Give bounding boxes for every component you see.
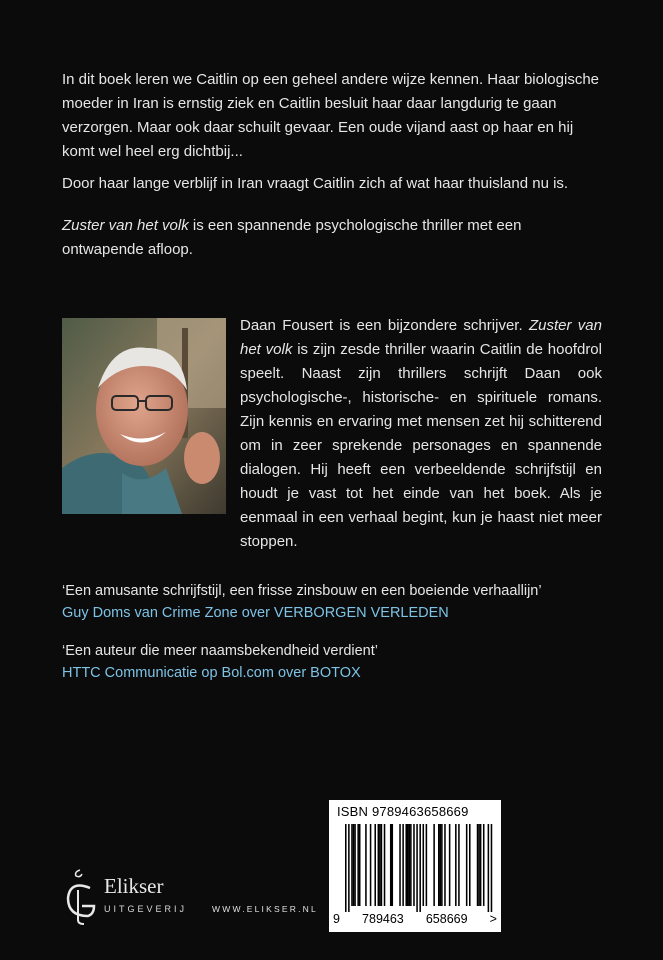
barcode-bar [384,824,386,906]
bio-text-b: is zijn zesde thriller waarin Caitlin de hoofdrol speelt. Naast zijn thrillers schrijft Daan ook psychologische-, historische- en spirituele romans. Zijn kennis en ervaring met mensen zet hij schitterend om in zeer sprekende personages en spannende dialogen. Hij heeft een verbeeldende schrijfstijl en houdt je vast tot het einde van het boek. Als je eenmaal in een verhaal begint, kun je haast niet meer stoppen. [240,341,602,550]
barcode-bar [416,824,418,912]
barcode-bar [409,824,411,906]
barcode-bar [491,824,493,912]
blurb-paragraph-1 [62,68,602,164]
blurb-text-1: In dit boek leren we Caitlin op een geheel andere wijze kennen. Haar biologische moeder in Iran is ernstig ziek en Caitlin besluit haar daar langdurig te gaan verzorgen. Maar ook daar schuilt gevaar. Een oude vijand aast op haar en hij komt wel heel erg dichtbij... [62,71,600,160]
barcode-end-mark: > [489,912,497,926]
barcode-bar [351,824,353,906]
bio-book-title: Zuster van het volk [240,317,602,358]
barcode-bar [370,824,372,906]
publisher-logo-icon [60,866,100,926]
barcode-bar [392,824,394,906]
barcode-bar [488,824,490,912]
barcode-bar [348,824,350,912]
barcode-bar [466,824,468,906]
barcode-bar [455,824,457,906]
barcode-bar [419,824,421,912]
barcode-bar [357,824,359,906]
barcode-bar [399,824,401,906]
publisher-name: Elikser [104,874,164,898]
barcode-bar [441,824,443,906]
barcode-bar [413,824,415,906]
barcode-bar [365,824,367,906]
isbn-barcode [329,800,501,932]
barcode-bar [379,824,381,906]
author-photo-image [62,318,226,514]
barcode-bar [478,824,480,906]
quote-source-1: Guy Doms van Crime Zone over VERBORGEN VERLEDEN [62,605,449,621]
barcode-bar [426,824,428,906]
barcode-bar [354,824,356,906]
barcode-bar [469,824,471,906]
barcode-bar [345,824,347,912]
book-title: Zuster van het volk [62,217,189,234]
bio-text-a: Daan Fousert is een bijzondere schrijver. [240,317,529,334]
barcode-bar [423,824,425,906]
quote-source-2: HTTC Communicatie op Bol.com over BOTOX [62,665,361,681]
barcode-bar [483,824,485,906]
publisher-website: WWW.ELIKSER.NL [212,904,318,914]
review-quote-2 [62,640,622,684]
barcode-bar [449,824,451,906]
barcode-bar [378,824,380,906]
barcode-bar [433,824,435,906]
barcode-bar [440,824,442,906]
blurb-text-2: Door haar lange verblijf in Iran vraagt Caitlin zich af wat haar thuisland nu is. [62,175,569,192]
author-photo [62,318,226,514]
blurb-text-3: is een spannende psychologische thriller met een ontwapende afloop. [62,217,522,258]
isbn-label: ISBN 9789463658669 [337,804,469,819]
barcode-bar [359,824,361,906]
barcode-bar [381,824,383,906]
barcode-bar [402,824,404,906]
barcode-bar [458,824,460,906]
quote-text-1: ‘Een amusante schrijfstijl, een frisse zinsbouw en een boeiende verhaallijn’ [62,583,542,599]
quote-text-2: ‘Een auteur die meer naamsbekendheid verdient’ [62,643,378,659]
barcode-digits [333,912,497,926]
barcode-bar [410,824,412,906]
barcode-bar [390,824,392,906]
publisher-logo [60,866,210,926]
review-quote-1 [62,580,622,624]
blurb-paragraph-3 [62,214,602,262]
barcode-bar [374,824,376,906]
barcode-bar [353,824,355,906]
barcode-bar [407,824,409,906]
barcode-digits-right: 658669 [425,912,468,926]
barcode-bar [480,824,482,906]
blurb-paragraph-2 [62,172,602,196]
barcode-bar [477,824,479,906]
author-bio [240,314,602,554]
barcode-bars [337,824,497,912]
barcode-digit-first: 9 [333,912,340,926]
publisher-subtitle: UITGEVERIJ [104,904,188,914]
barcode-bar [438,824,440,906]
barcode-digits-left: 789463 [362,912,404,926]
barcode-bar [444,824,446,906]
barcode-bar [405,824,407,906]
